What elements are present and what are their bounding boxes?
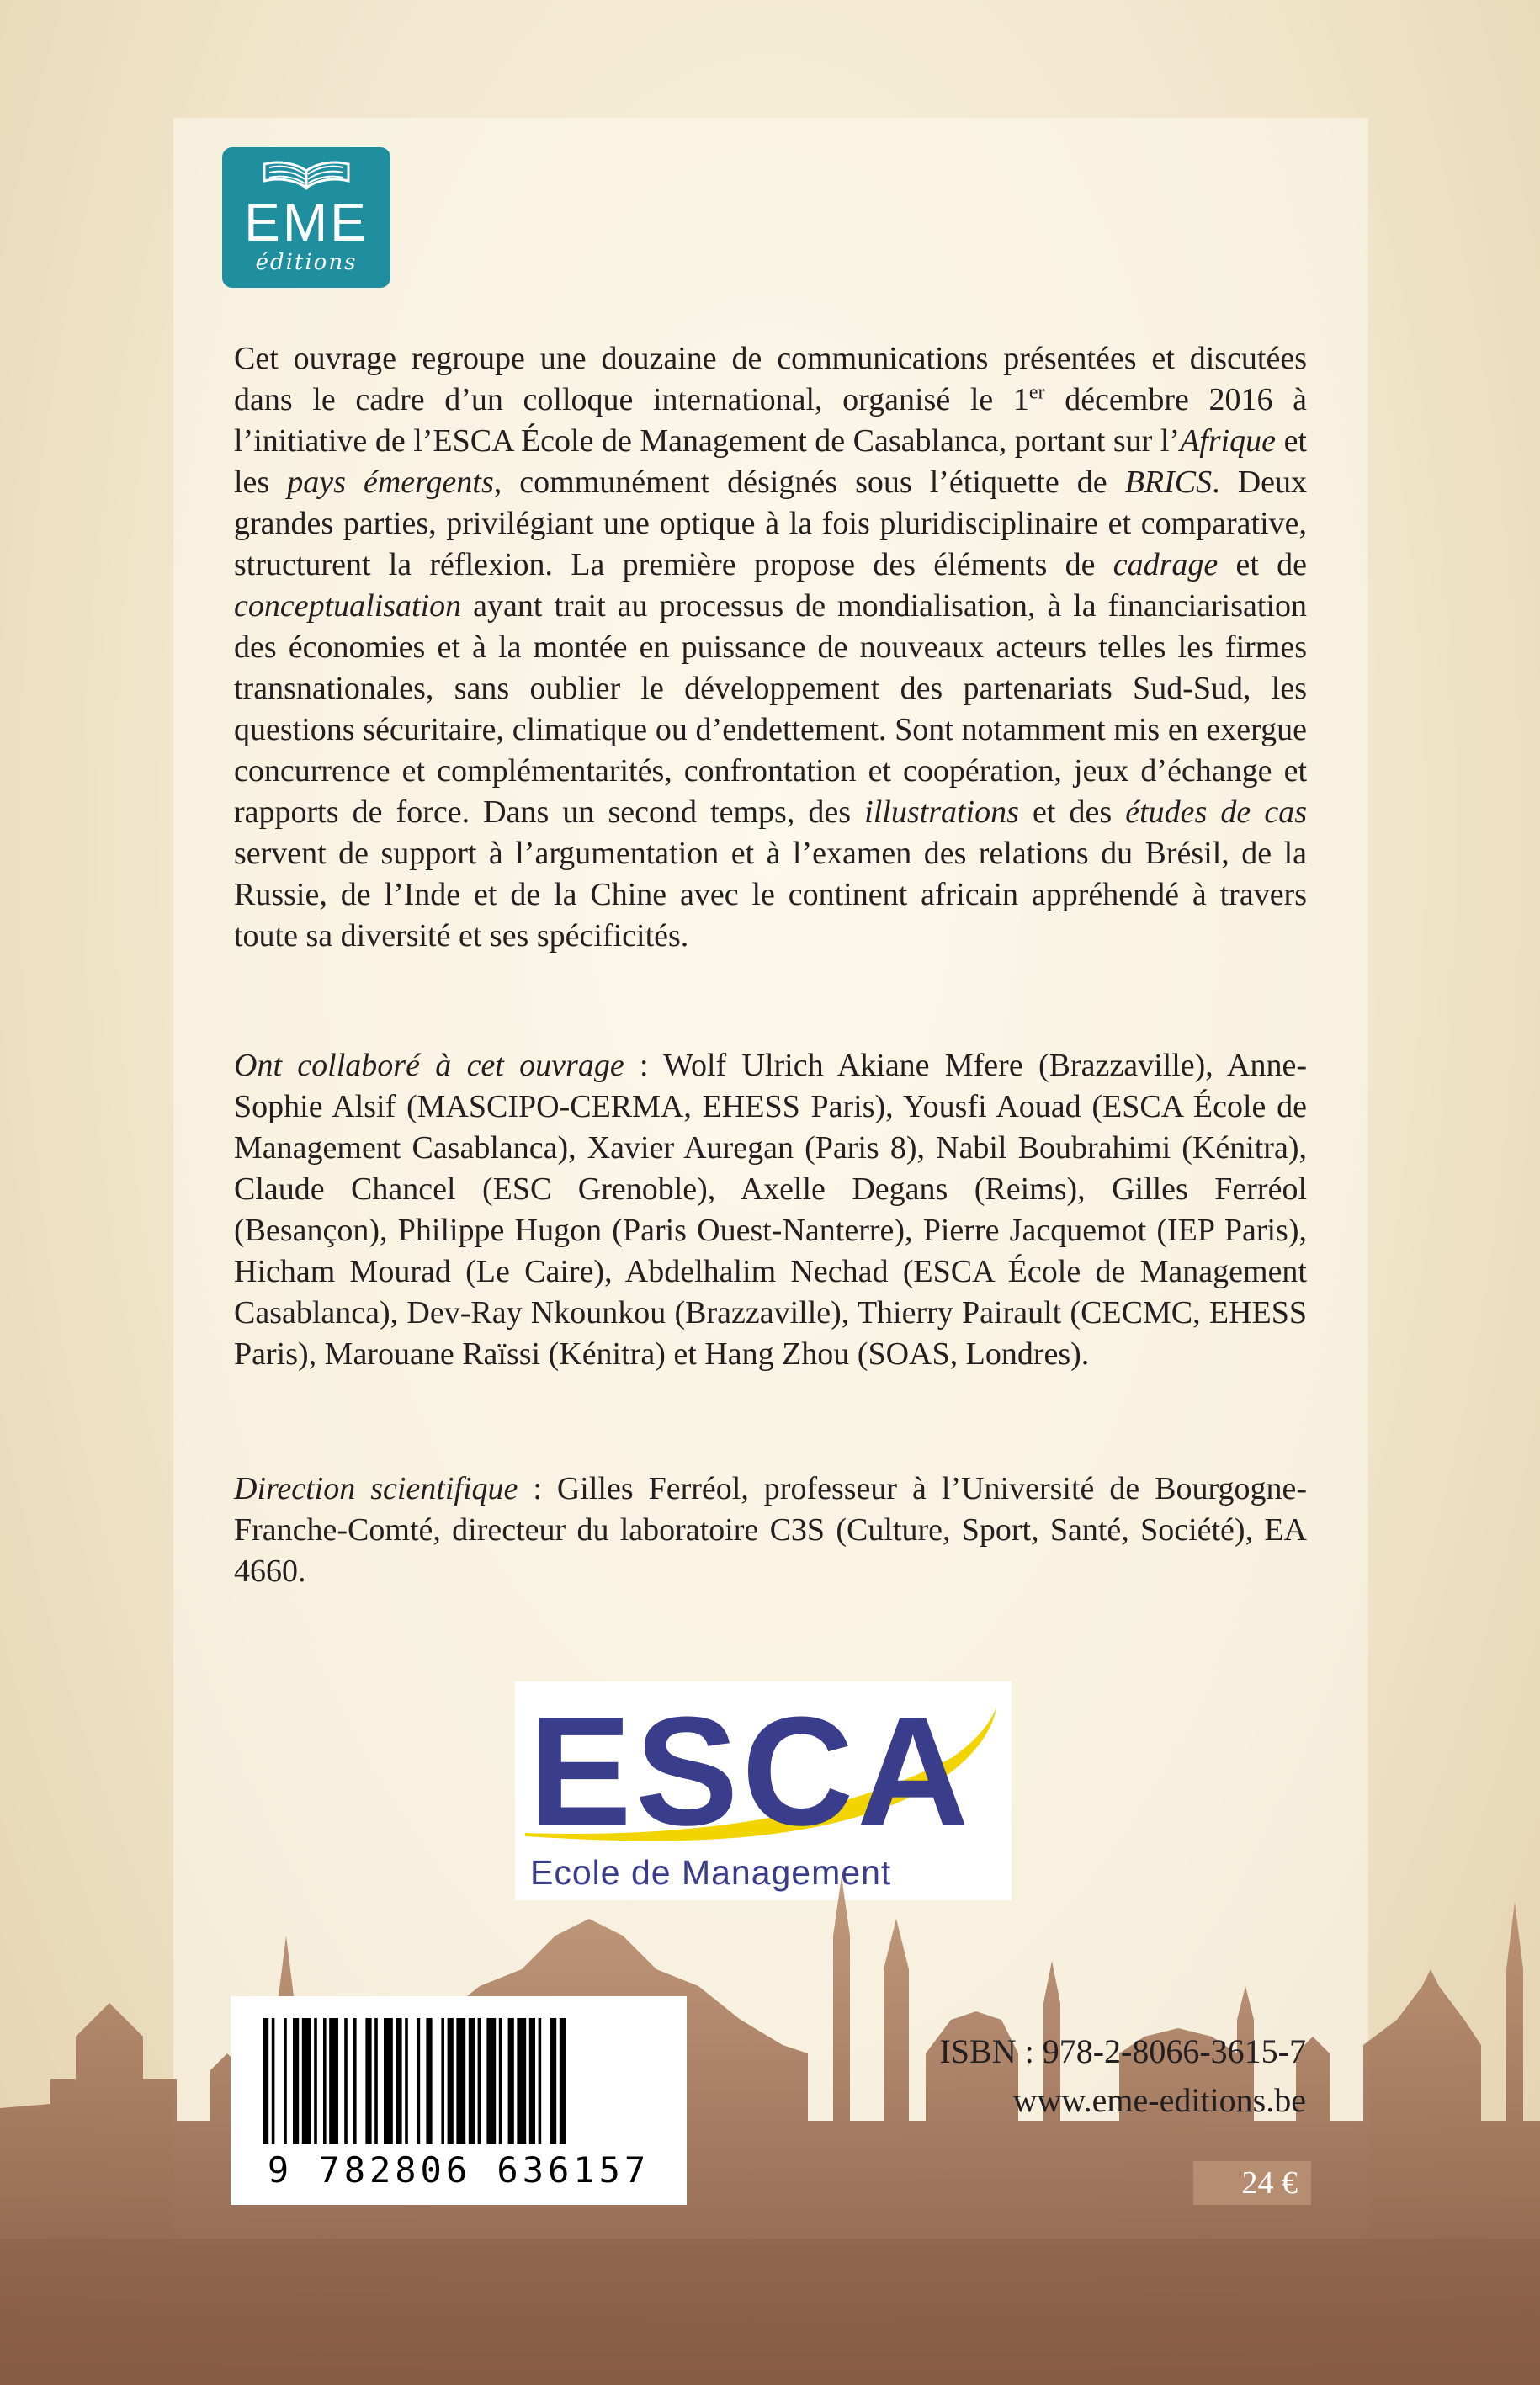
barcode-bars: [259, 2018, 658, 2144]
barcode-digits: 9 782806 636157: [267, 2149, 651, 2191]
contributors-list: : Wolf Ulrich Akiane Mfere (Brazzaville), Anne-Sophie Alsif (MASCIPO-CERMA, EHESS Paris), Yousfi Aouad (ESCA École de Management Casablanca), Xavier Auregan (Paris 8), Nabil Boubrahimi (Kénitra), Claude Chancel (ESC Grenoble), Axelle Degans (Reims), Gilles Ferréol (Besançon), Philippe Hugon (Paris Ouest-Nanterre), Pierre Jacquemot (IEP Paris), Hicham Mourad (Le Caire), Abdelhalim Nechad (ESCA École de Management Casablanca), Dev-Ray Nkounkou (Brazzaville), Thierry Pairault (CECMC, EHESS Paris), Marouane Raïssi (Kénitra) et Hang Zhou (SOAS, Londres).: [234, 1048, 1307, 1372]
description-segment: Afrique: [1180, 423, 1277, 459]
barcode-bar: [272, 2018, 275, 2144]
description-segment: et des: [1018, 794, 1126, 830]
barcode-bar: [486, 2018, 496, 2144]
esca-logo-title: ESCA: [528, 1684, 973, 1857]
barcode-bar: [508, 2018, 514, 2144]
barcode-bar: [517, 2018, 526, 2144]
barcode-bar: [293, 2018, 299, 2144]
barcode-bar: [499, 2018, 502, 2144]
description-segment: er: [1028, 381, 1045, 404]
barcode: [231, 1996, 687, 2205]
barcode-bar: [417, 2018, 421, 2144]
contributors-label: Ont collaboré à cet ouvrage: [234, 1048, 624, 1083]
barcode-bar: [529, 2018, 535, 2144]
description-segment: conceptualisation: [234, 588, 462, 624]
barcode-bar: [469, 2018, 475, 2144]
barcode-bar: [560, 2018, 566, 2144]
barcode-bar: [456, 2018, 465, 2144]
barcode-bar: [344, 2018, 348, 2144]
barcode-bar: [314, 2018, 317, 2144]
description-segment: . Deux grandes parties, privilégiant une optique à la fois pluridisciplinaire et comparative, structurent la réflexion. La première propose des éléments de: [234, 465, 1307, 582]
barcode-bar: [441, 2018, 444, 2144]
description-segment: , communément désignés sous l’étiquette de: [493, 465, 1125, 500]
barcode-bar: [284, 2018, 287, 2144]
barcode-bar: [384, 2018, 393, 2144]
esca-logo-subtitle: Ecole de Management: [530, 1853, 892, 1892]
isbn-text: ISBN : 978-2-8066-3615-7: [939, 2032, 1306, 2070]
barcode-bar: [405, 2018, 408, 2144]
barcode-bar: [550, 2018, 556, 2144]
website-url: www.eme-editions.be: [1012, 2081, 1306, 2119]
barcode-bar: [323, 2018, 327, 2144]
description-segment: et les: [234, 423, 1307, 500]
barcode-bar: [329, 2018, 338, 2144]
direction-text: : Gilles Ferréol, professeur à l’Université de Bourgogne-Franche-Comté, directeur du laboratoire C3S (Culture, Sport, Santé, Société), EA 4660.: [234, 1471, 1307, 1589]
description-segment: illustrations: [864, 794, 1019, 830]
eme-logo-subtitle: éditions: [255, 250, 358, 275]
description-segment: servent de support à l’argumentation et à l’examen des relations du Brésil, de la Russie, de l’Inde et de la Chine avec le continent africain appréhendé à travers toute sa diversité et ses spécificités.: [234, 836, 1307, 953]
barcode-bar: [302, 2018, 311, 2144]
description-segment: BRICS: [1124, 465, 1213, 500]
barcode-bar: [448, 2018, 454, 2144]
description-segment: et de: [1218, 547, 1307, 582]
barcode-bar: [478, 2018, 481, 2144]
barcode-bar: [365, 2018, 371, 2144]
barcode-bar: [374, 2018, 378, 2144]
barcode-bar: [426, 2018, 432, 2144]
barcode-bar: [263, 2018, 268, 2144]
description-segment: décembre 2016 à l’initiative de l’ESCA École de Management de Casablanca, portant sur l’: [234, 382, 1308, 459]
eme-logo-title: EME: [244, 192, 369, 252]
description-segment: pays émergents: [287, 465, 494, 500]
description-segment: cadrage: [1113, 547, 1219, 582]
price-tag: 24 €: [1193, 2161, 1311, 2205]
barcode-bar: [539, 2018, 542, 2144]
barcode-bar: [396, 2018, 401, 2144]
description-segment: Cet ouvrage regroupe une douzaine de communications présentées et discutées dans le cadre d’un colloque international, organisé le 1: [234, 341, 1307, 417]
description-segment: ayant trait au processus de mondialisation, à la financiarisation des économies et à la montée en puissance de nouveaux acteurs telles les firmes transnationales, sans oublier le développement des partenariats Sud-Sud, les questions sécuritaire, climatique ou d’endettement. Sont notamment mis en exergue concurrence et complémentarités, confrontation et coopération, jeux d’échange et rapports de force. Dans un second temps, des: [234, 588, 1307, 830]
direction-label: Direction scientifique: [234, 1471, 518, 1506]
barcode-bar: [353, 2018, 357, 2144]
description-segment: études de cas: [1125, 794, 1308, 830]
